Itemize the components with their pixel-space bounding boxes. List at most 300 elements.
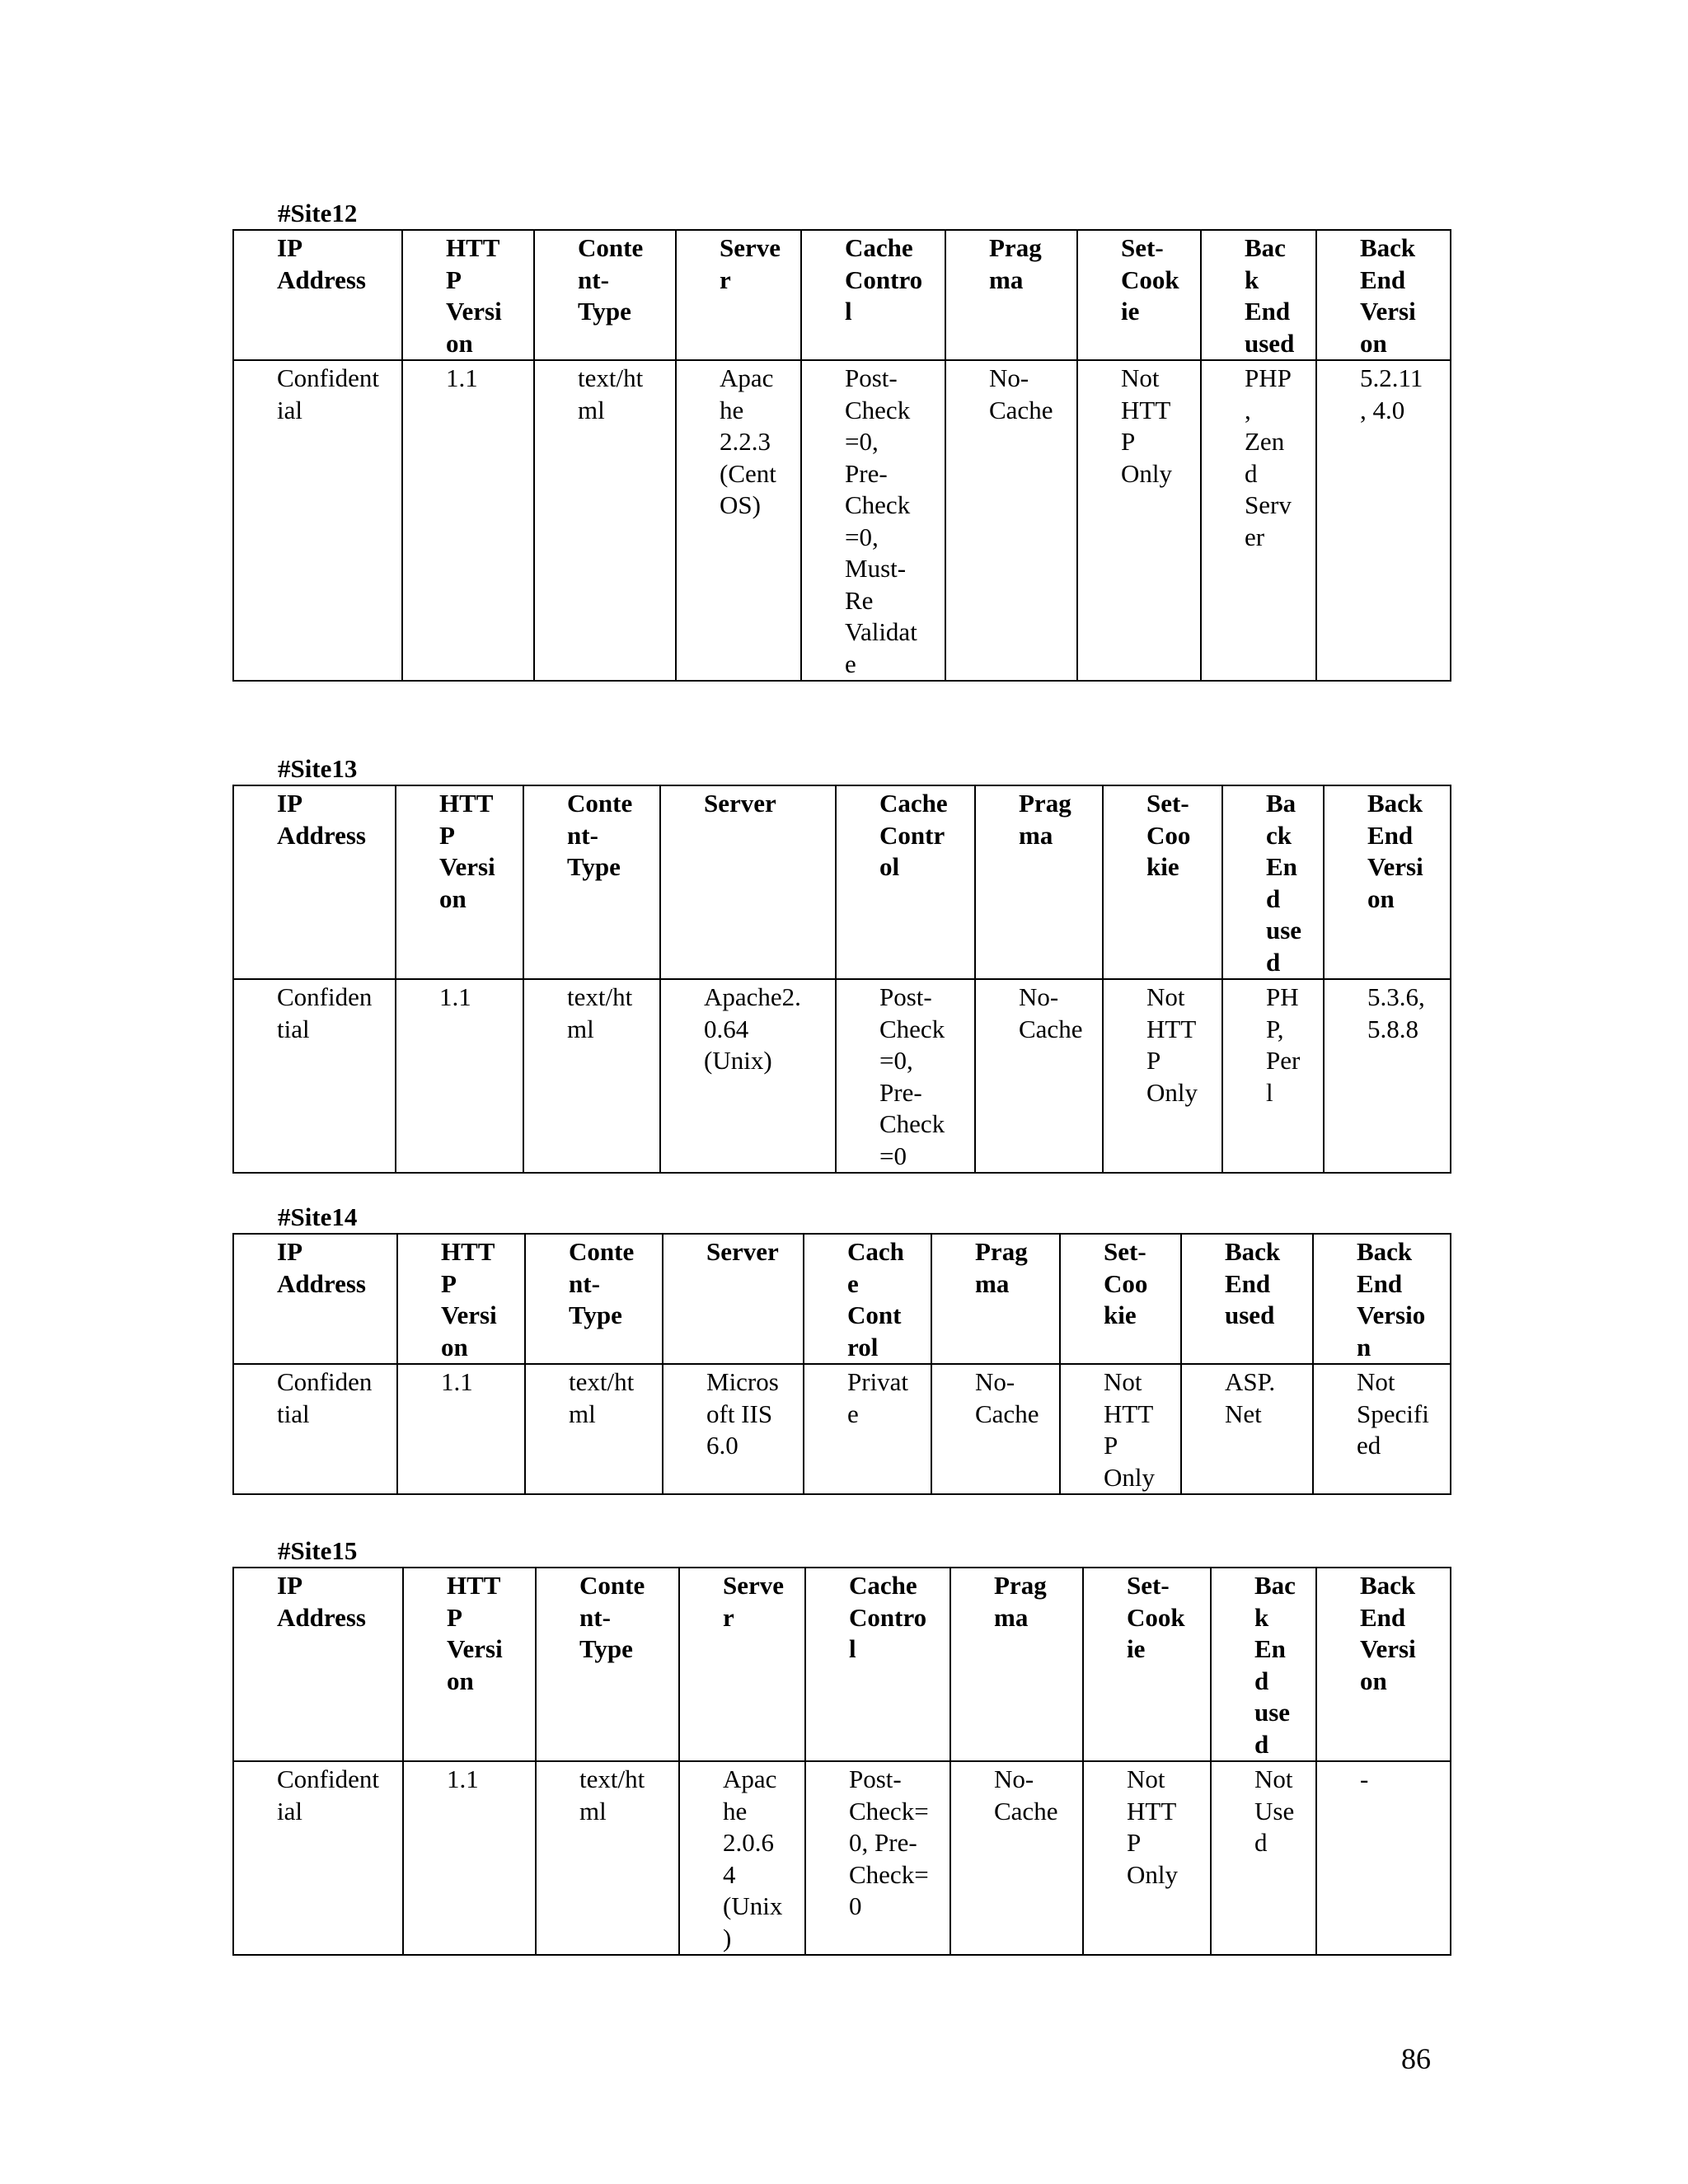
cell-text-line: d: [1254, 1666, 1269, 1695]
cell-text-line: Cont: [847, 1301, 902, 1329]
cell-text-line: kie: [1146, 852, 1179, 881]
cell-text-line: Only: [1104, 1462, 1155, 1492]
cell-text-line: (Cent: [720, 458, 776, 488]
cell-text-line: nt-: [578, 265, 609, 294]
cell-text-line: 1.1: [441, 1367, 473, 1396]
cell-text-line: Conte: [579, 1571, 645, 1600]
cell-text-line: =0: [879, 1141, 907, 1170]
table-header-cell: [1181, 1234, 1313, 1364]
cell-text-line: Address: [277, 265, 366, 294]
cell-text-line: Re: [845, 585, 874, 615]
cell-text-line: P: [447, 1602, 462, 1632]
cell-text-line: Validat: [845, 617, 917, 646]
cell-text-line: (Unix): [704, 1046, 772, 1075]
cell-text-line: HTT: [1121, 395, 1171, 424]
cell-text-line: Cach: [847, 1237, 904, 1266]
cell-text-line: Conte: [569, 1237, 635, 1266]
table-header-cell: [663, 1234, 804, 1364]
cell-text-line: 5.2.11: [1360, 363, 1423, 392]
cell-text-line: ma: [1019, 820, 1053, 850]
site-title: #Site12: [278, 199, 358, 227]
cell-text-line: Versi: [1360, 1634, 1416, 1663]
table-header-cell: [1316, 230, 1451, 360]
cell-text-line: 5.8.8: [1367, 1014, 1418, 1043]
cell-text-line: nt-: [579, 1602, 611, 1632]
cell-text-line: text/ht: [569, 1367, 635, 1396]
cell-text-line: on: [441, 1332, 468, 1361]
table-header-cell: [945, 230, 1077, 360]
cell-text-line: Only: [1127, 1859, 1178, 1889]
table-header-cell: [525, 1234, 663, 1364]
cell-text-line: ie: [1127, 1634, 1146, 1663]
cell-text-line: Not: [1121, 363, 1160, 392]
cell-text-line: Bac: [1254, 1571, 1296, 1600]
cell-text-line: HTT: [439, 789, 494, 818]
cell-text-line: use: [1254, 1698, 1291, 1727]
cell-text-line: No-: [989, 363, 1029, 392]
cell-text-line: Check: [845, 395, 911, 424]
cell-text-line: Contro: [845, 265, 923, 294]
cell-text-line: P: [439, 820, 455, 850]
cell-text-line: Apache2.: [704, 982, 801, 1011]
table-header-cell: [536, 1568, 679, 1761]
cell-text-line: Cache: [879, 789, 948, 818]
cell-text-line: IP: [277, 233, 302, 262]
cell-text-line: (Unix: [723, 1891, 783, 1920]
table-cell: [525, 1364, 663, 1494]
table-cell: [523, 979, 660, 1173]
cell-text-line: Post-: [879, 982, 932, 1011]
cell-text-line: End: [1225, 1268, 1271, 1298]
table-header-cell: [1316, 1568, 1451, 1761]
cell-text-line: Per: [1266, 1046, 1301, 1075]
cell-text-line: Check: [879, 1109, 945, 1138]
site-title: #Site14: [278, 1202, 358, 1231]
table-cell: [1181, 1364, 1313, 1494]
table-header-row: [233, 1234, 1451, 1364]
cell-text-line: P: [1104, 1431, 1118, 1460]
cell-text-line: Versi: [441, 1301, 497, 1329]
cell-text-line: P: [1121, 427, 1136, 456]
cell-text-line: Apac: [723, 1765, 777, 1793]
cell-text-line: e: [847, 1399, 859, 1428]
cell-text-line: 1.1: [439, 982, 471, 1011]
table-cell: [1103, 979, 1222, 1173]
cell-text-line: Serv: [1245, 490, 1292, 519]
cell-text-line: Micros: [706, 1367, 779, 1396]
table-cell: [1222, 979, 1324, 1173]
table-cell: [801, 360, 945, 681]
cell-text-line: n: [1357, 1332, 1372, 1361]
cell-text-line: Confiden: [277, 982, 373, 1011]
table-header-cell: [679, 1568, 805, 1761]
cell-text-line: ial: [277, 1796, 302, 1825]
cell-text-line: d: [1266, 947, 1281, 977]
cell-text-line: 0.64: [704, 1014, 749, 1043]
cell-text-line: =0,: [879, 1046, 913, 1075]
cell-text-line: Back: [1360, 1571, 1416, 1600]
table-header-cell: [403, 1568, 536, 1761]
cell-text-line: OS): [720, 490, 761, 519]
cell-text-line: Versi: [439, 852, 495, 881]
cell-text-line: ): [723, 1923, 732, 1952]
cell-text-line: 1.1: [447, 1765, 479, 1793]
table-cell: [1316, 360, 1451, 681]
cell-text-line: En: [1254, 1634, 1286, 1663]
cell-text-line: ma: [994, 1602, 1029, 1632]
table-header-cell: [1324, 785, 1451, 979]
cell-text-line: Address: [277, 820, 366, 850]
site-title: #Site15: [278, 1536, 358, 1565]
table-cell: [679, 1761, 805, 1955]
table-cell: [804, 1364, 931, 1494]
cell-text-line: HTT: [1104, 1399, 1154, 1428]
cell-text-line: Must-: [845, 554, 907, 583]
cell-text-line: text/ht: [578, 363, 644, 392]
table-header-cell: [801, 230, 945, 360]
cell-text-line: Prag: [994, 1571, 1047, 1600]
cell-text-line: Pre-: [845, 458, 888, 488]
table-header-row: [233, 1568, 1451, 1761]
cell-text-line: Cook: [1127, 1602, 1185, 1632]
cell-text-line: Cook: [1121, 265, 1179, 294]
table-header-cell: [396, 785, 523, 979]
cell-text-line: 0: [849, 1891, 862, 1920]
cell-text-line: on: [439, 883, 467, 913]
cell-text-line: Post-: [849, 1765, 902, 1793]
cell-text-line: Ba: [1266, 789, 1296, 818]
table-header-cell: [402, 230, 534, 360]
cell-text-line: Only: [1146, 1077, 1198, 1107]
site-table: [232, 1233, 1451, 1495]
cell-text-line: Type: [579, 1634, 633, 1663]
cell-text-line: End: [1360, 1602, 1406, 1632]
cell-text-line: Type: [569, 1301, 622, 1329]
cell-text-line: ma: [989, 265, 1024, 294]
table-header-cell: [1103, 785, 1222, 979]
cell-text-line: Coo: [1104, 1268, 1148, 1298]
cell-text-line: text/ht: [567, 982, 633, 1011]
cell-text-line: End: [1360, 265, 1406, 294]
cell-text-line: Type: [578, 297, 631, 326]
table-cell: [233, 979, 396, 1173]
cell-text-line: Not: [1357, 1367, 1395, 1396]
cell-text-line: =0,: [845, 427, 879, 456]
table-cell: [403, 1761, 536, 1955]
table-row: [233, 979, 1451, 1173]
cell-text-line: Confiden: [277, 1367, 373, 1396]
cell-text-line: HTT: [1127, 1796, 1177, 1825]
cell-text-line: Zen: [1245, 427, 1285, 456]
cell-text-line: d: [1245, 458, 1258, 488]
table-cell: [950, 1761, 1083, 1955]
cell-text-line: on: [1367, 883, 1395, 913]
cell-text-line: Use: [1254, 1796, 1295, 1825]
cell-text-line: used: [1245, 328, 1295, 358]
cell-text-line: P: [1146, 1046, 1161, 1075]
cell-text-line: on: [1360, 328, 1387, 358]
cell-text-line: Check: [879, 1014, 945, 1043]
cell-text-line: 6.0: [706, 1431, 738, 1460]
table-cell: [1201, 360, 1316, 681]
site-table: [232, 229, 1451, 682]
cell-text-line: Only: [1121, 458, 1172, 488]
cell-text-line: on: [447, 1666, 474, 1695]
cell-text-line: Cache: [989, 395, 1053, 424]
cell-text-line: -: [1360, 1765, 1369, 1793]
table-cell: [663, 1364, 804, 1494]
cell-text-line: he: [723, 1796, 748, 1825]
cell-text-line: nt-: [569, 1268, 600, 1298]
cell-text-line: Type: [567, 852, 621, 881]
cell-text-line: k: [1254, 1602, 1269, 1632]
table-cell: [1211, 1761, 1316, 1955]
cell-text-line: Back: [1225, 1237, 1281, 1266]
cell-text-line: e: [847, 1268, 859, 1298]
table-row: [233, 1761, 1451, 1955]
cell-text-line: Address: [277, 1268, 366, 1298]
table-cell: [1083, 1761, 1211, 1955]
cell-text-line: on: [1360, 1666, 1387, 1695]
cell-text-line: 1.1: [446, 363, 478, 392]
cell-text-line: l: [849, 1634, 856, 1663]
cell-text-line: ml: [579, 1796, 607, 1825]
cell-text-line: P,: [1266, 1014, 1284, 1043]
table-cell: [536, 1761, 679, 1955]
cell-text-line: Post-: [845, 363, 898, 392]
cell-text-line: d: [1254, 1729, 1269, 1759]
cell-text-line: End: [1357, 1268, 1403, 1298]
table-header-row: [233, 230, 1451, 360]
table-cell: [1060, 1364, 1181, 1494]
cell-text-line: Versi: [1360, 297, 1416, 326]
cell-text-line: Conte: [578, 233, 644, 262]
cell-text-line: Net: [1225, 1399, 1262, 1428]
cell-text-line: r: [723, 1602, 734, 1632]
cell-text-line: Contr: [879, 820, 945, 850]
cell-text-line: HTT: [447, 1571, 501, 1600]
cell-text-line: Conte: [567, 789, 633, 818]
table-header-cell: [1083, 1568, 1211, 1761]
table-cell: [402, 360, 534, 681]
table-header-cell: [233, 1568, 403, 1761]
cell-text-line: Address: [277, 1602, 366, 1632]
cell-text-line: =0,: [845, 522, 879, 551]
table-cell: [534, 360, 676, 681]
cell-text-line: Check=: [849, 1796, 929, 1825]
table-header-cell: [1060, 1234, 1181, 1364]
table-cell: [233, 1761, 403, 1955]
cell-text-line: ,: [1245, 395, 1251, 424]
table-header-cell: [233, 1234, 397, 1364]
table-header-cell: [233, 230, 402, 360]
page-number: 86: [1401, 2042, 1431, 2075]
cell-text-line: ol: [879, 852, 900, 881]
cell-text-line: Prag: [975, 1237, 1028, 1266]
table-header-cell: [1222, 785, 1324, 979]
cell-text-line: Versi: [447, 1634, 503, 1663]
cell-text-line: ml: [569, 1399, 596, 1428]
cell-text-line: Prag: [1019, 789, 1071, 818]
table-cell: [233, 1364, 397, 1494]
table-cell: [660, 979, 836, 1173]
cell-text-line: on: [446, 328, 473, 358]
cell-text-line: IP: [277, 1237, 302, 1266]
cell-text-line: IP: [277, 789, 302, 818]
table-row: [233, 360, 1451, 681]
cell-text-line: Back: [1357, 1237, 1413, 1266]
table-header-cell: [1077, 230, 1201, 360]
cell-text-line: Server: [706, 1237, 779, 1266]
cell-text-line: l: [1266, 1077, 1273, 1107]
table-header-cell: [1211, 1568, 1316, 1761]
cell-text-line: text/ht: [579, 1765, 645, 1793]
cell-text-line: Serve: [723, 1571, 785, 1600]
table-header-cell: [931, 1234, 1060, 1364]
cell-text-line: he: [720, 395, 744, 424]
cell-text-line: Back: [1367, 789, 1423, 818]
table-cell: [931, 1364, 1060, 1494]
site-table: [232, 785, 1451, 1174]
cell-text-line: Prag: [989, 233, 1042, 262]
table-header-cell: [836, 785, 975, 979]
cell-text-line: Check=: [849, 1859, 929, 1889]
cell-text-line: Specifi: [1357, 1399, 1429, 1428]
table-cell: [396, 979, 523, 1173]
cell-text-line: En: [1266, 852, 1297, 881]
cell-text-line: Server: [704, 789, 776, 818]
cell-text-line: Confident: [277, 1765, 379, 1793]
cell-text-line: l: [845, 297, 852, 326]
cell-text-line: Cache: [975, 1399, 1039, 1428]
cell-text-line: PHP: [1245, 363, 1292, 392]
cell-text-line: d: [1266, 883, 1281, 913]
cell-text-line: 2.2.3: [720, 427, 771, 456]
table-header-cell: [950, 1568, 1083, 1761]
cell-text-line: Serve: [720, 233, 781, 262]
cell-text-line: kie: [1104, 1301, 1137, 1329]
table-cell: [1077, 360, 1201, 681]
table-header-cell: [1313, 1234, 1451, 1364]
table-cell: [233, 360, 402, 681]
table-header-row: [233, 785, 1451, 979]
table-header-cell: [975, 785, 1103, 979]
cell-text-line: Privat: [847, 1367, 909, 1396]
cell-text-line: P: [446, 265, 462, 294]
cell-text-line: e: [845, 649, 856, 678]
cell-text-line: Set-: [1146, 789, 1189, 818]
cell-text-line: HTT: [1146, 1014, 1197, 1043]
table-cell: [975, 979, 1103, 1173]
cell-text-line: Versi: [1367, 852, 1423, 881]
cell-text-line: 2.0.6: [723, 1828, 774, 1857]
table-cell: [836, 979, 975, 1173]
cell-text-line: Cache: [845, 233, 913, 262]
cell-text-line: Cache: [849, 1571, 917, 1600]
cell-text-line: ASP.: [1225, 1367, 1276, 1396]
site-title: #Site13: [278, 754, 358, 783]
cell-text-line: use: [1266, 916, 1302, 944]
site-table: [232, 1567, 1451, 1956]
cell-text-line: 4: [723, 1859, 736, 1889]
cell-text-line: End: [1367, 820, 1414, 850]
cell-text-line: Coo: [1146, 820, 1191, 850]
cell-text-line: Not: [1146, 982, 1185, 1011]
cell-text-line: ial: [277, 395, 302, 424]
cell-text-line: P: [1127, 1828, 1142, 1857]
cell-text-line: used: [1225, 1301, 1275, 1329]
cell-text-line: Apac: [720, 363, 774, 392]
table-header-cell: [534, 230, 676, 360]
table-row: [233, 1364, 1451, 1494]
cell-text-line: Not: [1127, 1765, 1165, 1793]
table-cell: [945, 360, 1077, 681]
cell-text-line: Set-: [1121, 233, 1164, 262]
cell-text-line: Set-: [1127, 1571, 1170, 1600]
cell-text-line: No-: [994, 1765, 1034, 1793]
cell-text-line: r: [720, 265, 731, 294]
cell-text-line: 5.3.6,: [1367, 982, 1425, 1011]
cell-text-line: Back: [1360, 233, 1416, 262]
cell-text-line: ie: [1121, 297, 1140, 326]
cell-text-line: Contro: [849, 1602, 927, 1632]
cell-text-line: Cache: [994, 1796, 1058, 1825]
cell-text-line: rol: [847, 1332, 879, 1361]
cell-text-line: HTT: [441, 1237, 495, 1266]
cell-text-line: d: [1254, 1828, 1268, 1857]
cell-text-line: No-: [1019, 982, 1059, 1011]
cell-text-line: Not: [1254, 1765, 1293, 1793]
cell-text-line: Versio: [1357, 1301, 1426, 1329]
table-header-cell: [1201, 230, 1316, 360]
table-header-cell: [660, 785, 836, 979]
table-header-cell: [523, 785, 660, 979]
cell-text-line: ma: [975, 1268, 1010, 1298]
table-cell: [805, 1761, 950, 1955]
cell-text-line: PH: [1266, 982, 1299, 1011]
cell-text-line: , 4.0: [1360, 395, 1405, 424]
cell-text-line: nt-: [567, 820, 598, 850]
cell-text-line: tial: [277, 1399, 310, 1428]
cell-text-line: 0, Pre-: [849, 1828, 917, 1857]
cell-text-line: tial: [277, 1014, 310, 1043]
table-header-cell: [804, 1234, 931, 1364]
cell-text-line: ml: [567, 1014, 594, 1043]
cell-text-line: No-: [975, 1367, 1015, 1396]
cell-text-line: ml: [578, 395, 605, 424]
cell-text-line: Versi: [446, 297, 502, 326]
cell-text-line: k: [1245, 265, 1259, 294]
cell-text-line: Check: [845, 490, 911, 519]
cell-text-line: Set-: [1104, 1237, 1146, 1266]
cell-text-line: Confident: [277, 363, 379, 392]
table-header-cell: [676, 230, 801, 360]
table-cell: [676, 360, 801, 681]
table-cell: [1313, 1364, 1451, 1494]
cell-text-line: IP: [277, 1571, 302, 1600]
cell-text-line: ed: [1357, 1431, 1381, 1460]
table-cell: [1316, 1761, 1451, 1955]
cell-text-line: HTT: [446, 233, 500, 262]
cell-text-line: P: [441, 1268, 457, 1298]
table-cell: [1324, 979, 1451, 1173]
cell-text-line: End: [1245, 297, 1291, 326]
cell-text-line: Pre-: [879, 1077, 922, 1107]
cell-text-line: ck: [1266, 820, 1292, 850]
cell-text-line: Not: [1104, 1367, 1142, 1396]
table-header-cell: [397, 1234, 525, 1364]
table-cell: [397, 1364, 525, 1494]
